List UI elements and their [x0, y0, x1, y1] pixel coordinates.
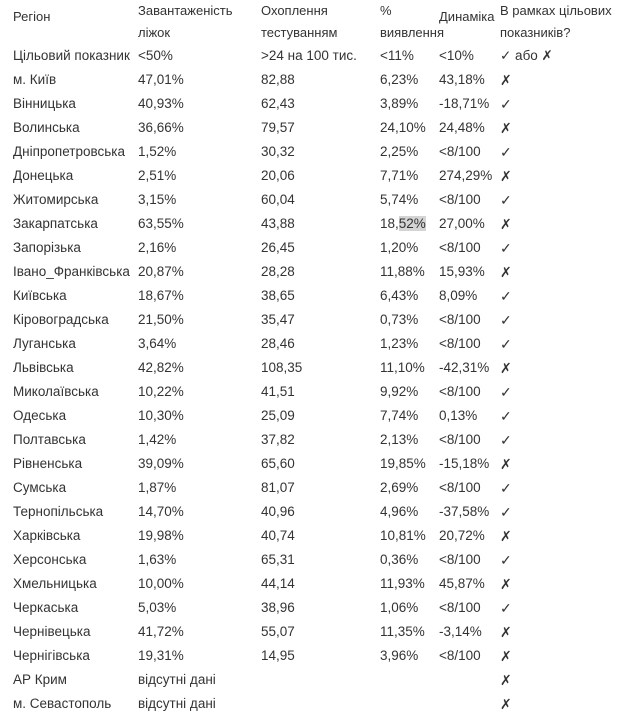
cell-testing: 40,74	[261, 528, 295, 543]
cell-within-mark: ✗	[500, 120, 512, 136]
table-row	[0, 548, 625, 572]
cell-within-mark: ✓	[500, 384, 512, 400]
cell-within-mark: ✓	[500, 336, 512, 352]
cell-region: м. Севастополь	[13, 696, 112, 711]
cell-dynamics: <8/100	[439, 336, 481, 351]
cell-region: Харківська	[13, 528, 81, 543]
cell-beds: 10,22%	[138, 384, 184, 399]
cell-within-mark: ✓	[500, 144, 512, 160]
cell-detection: 7,74%	[380, 408, 419, 423]
cell-region: Рівненська	[13, 456, 83, 471]
cell-region: Луганська	[13, 336, 76, 351]
cell-testing: 41,51	[261, 384, 295, 399]
cell-region: Сумська	[13, 480, 67, 495]
table-row	[0, 404, 625, 428]
cell-within-mark: ✓	[500, 480, 512, 496]
cell-testing: 38,65	[261, 288, 295, 303]
cell-within-mark: ✓	[500, 192, 512, 208]
cell-region: Миколаївська	[13, 384, 99, 399]
cell-dynamics: -42,31%	[439, 360, 490, 375]
cell-testing: 44,14	[261, 576, 295, 591]
cell-region: Закарпатська	[13, 216, 98, 231]
table-row	[0, 476, 625, 500]
cell-within-mark: ✗	[500, 672, 512, 688]
cell-within-mark: ✓	[500, 432, 512, 448]
cell-testing: 60,04	[261, 192, 295, 207]
cell-detection	[367, 212, 437, 236]
table-row	[0, 260, 625, 284]
cell-testing: 26,45	[261, 240, 295, 255]
cell-dynamics: 15,93%	[439, 264, 485, 279]
cell-within-mark: ✗	[500, 72, 512, 88]
cell-region: АР Крим	[13, 672, 67, 687]
cell-dynamics: 27,00%	[439, 216, 485, 231]
table-row	[0, 188, 625, 212]
table-row	[0, 356, 625, 380]
cell-beds: відсутні дані	[138, 672, 216, 687]
cell-detection: 1,06%	[380, 600, 419, 615]
cell-beds: 40,93%	[138, 96, 184, 111]
cell-region: Запорізька	[13, 240, 81, 255]
cell-detection: 0,36%	[380, 552, 419, 567]
table-row	[0, 68, 625, 92]
cell-detection: 7,71%	[380, 168, 419, 183]
header-within-targets: В рамках цільових показників?	[500, 3, 612, 40]
cell-testing: 65,31	[261, 552, 295, 567]
cell-within-mark: ✗	[500, 696, 512, 712]
cell-detection: 10,81%	[380, 528, 426, 543]
cell-within-mark: ✗	[500, 168, 512, 184]
cell-region: Чернігівська	[13, 648, 90, 663]
cell-dynamics: <8/100	[439, 432, 481, 447]
cell-within-mark: ✗	[500, 456, 512, 472]
cell-detection: 6,43%	[380, 288, 419, 303]
table-row	[0, 140, 625, 164]
cell-beds: 1,63%	[138, 552, 177, 567]
cell-beds: 14,70%	[138, 504, 184, 519]
table-row	[0, 572, 625, 596]
cell-within-mark: ✓	[500, 600, 512, 616]
cell-dynamics: 20,72%	[439, 528, 485, 543]
cell-beds: 3,64%	[138, 336, 177, 351]
cell-detection: 4,96%	[380, 504, 419, 519]
cell-within-mark: ✓	[500, 96, 512, 112]
cell-dynamics: 43,18%	[439, 72, 485, 87]
cell-beds: 21,50%	[138, 312, 184, 327]
target-row	[0, 44, 625, 68]
table-row	[0, 116, 625, 140]
cell-region: Тернопільська	[13, 504, 104, 519]
cell-detection: 5,74%	[380, 192, 419, 207]
cell-within-mark: ✓	[500, 288, 512, 304]
cell-dynamics: 0,13%	[439, 408, 478, 423]
cell-detection: 2,13%	[380, 432, 419, 447]
cell-region: Одеська	[13, 408, 67, 423]
cell-region: Черкаська	[13, 600, 79, 615]
cell-detection	[367, 668, 437, 692]
cell-testing: 108,35	[261, 360, 303, 375]
table-row	[0, 428, 625, 452]
cell-within-mark: ✓	[500, 408, 512, 424]
cell-testing: 62,43	[261, 96, 295, 111]
cell-dynamics: <8/100	[439, 384, 481, 399]
table-row	[0, 308, 625, 332]
cell-beds: 10,30%	[138, 408, 184, 423]
header-row	[0, 0, 625, 44]
table-row	[0, 332, 625, 356]
cell-within-mark: ✗	[500, 264, 512, 280]
cell-within-mark: ✗	[500, 360, 512, 376]
cell-beds: 2,51%	[138, 168, 177, 183]
cell-dynamics: <8/100	[439, 144, 481, 159]
cell-testing: 35,47	[261, 312, 295, 327]
cell-testing: 28,46	[261, 336, 295, 351]
cell-detection: 0,73%	[380, 312, 419, 327]
cell-region: Кіровоградська	[13, 312, 109, 327]
cell-detection: 2,69%	[380, 480, 419, 495]
cell-beds: 41,72%	[138, 624, 184, 639]
cell-region: Вінницька	[13, 96, 76, 111]
cell-within-mark: ✓	[500, 240, 512, 256]
cell-within-mark: ✓	[500, 312, 512, 328]
cell-dynamics: <8/100	[439, 240, 481, 255]
cell-region: Донецька	[13, 168, 74, 183]
header-testing: Охоплення тестуванням	[261, 3, 338, 40]
cell-dynamics: -3,14%	[439, 624, 482, 639]
cell-dynamics: -37,58%	[439, 504, 490, 519]
cell-detection: 24,10%	[380, 120, 426, 135]
table-row	[0, 452, 625, 476]
cell-detection: 3,96%	[380, 648, 419, 663]
cell-beds: 1,52%	[138, 144, 177, 159]
cell-testing: 82,88	[261, 72, 295, 87]
cell-region: Полтавська	[13, 432, 86, 447]
cell-testing	[248, 692, 367, 716]
cell-dynamics: <8/100	[439, 648, 481, 663]
cell-dynamics: 8,09%	[439, 288, 478, 303]
cell-beds: 36,66%	[138, 120, 184, 135]
cell-beds: 10,00%	[138, 576, 184, 591]
cell-dynamics: <8/100	[439, 552, 481, 567]
cell-testing: 81,07	[261, 480, 295, 495]
cell-region: Волинська	[13, 120, 80, 135]
target-detection: <11%	[380, 48, 414, 63]
cell-within-mark: ✗	[500, 528, 512, 544]
cell-beds: 47,01%	[138, 72, 184, 87]
cell-beds: 39,09%	[138, 456, 184, 471]
cell-region: Івано_Франківська	[13, 264, 130, 279]
cell-dynamics: -15,18%	[439, 456, 490, 471]
cell-testing: 79,57	[261, 120, 295, 135]
cell-dynamics	[437, 668, 499, 692]
cell-detection: 2,25%	[380, 144, 419, 159]
target-dynamics: <10%	[439, 48, 474, 63]
cell-detection: 19,85%	[380, 456, 426, 471]
cell-beds: 5,03%	[138, 600, 177, 615]
cell-beds: 18,67%	[138, 288, 184, 303]
selection-highlight: 52%	[398, 216, 426, 231]
detection-text: 18,	[380, 216, 399, 231]
cell-dynamics: <8/100	[439, 312, 481, 327]
cell-dynamics: 24,48%	[439, 120, 485, 135]
cell-region: м. Київ	[13, 72, 57, 87]
cell-dynamics: <8/100	[439, 600, 481, 615]
cell-detection: 11,88%	[380, 264, 425, 279]
cell-testing: 25,09	[261, 408, 295, 423]
cell-dynamics	[437, 692, 499, 716]
cell-within-mark: ✗	[500, 624, 512, 640]
table-row	[0, 596, 625, 620]
cell-region: Чернівецька	[13, 624, 91, 639]
cell-testing: 30,32	[261, 144, 295, 159]
cell-beds: 63,55%	[138, 216, 184, 231]
table-row	[0, 212, 625, 236]
cell-dynamics: 274,29%	[439, 168, 493, 183]
cell-testing: 65,60	[261, 456, 295, 471]
cell-region: Херсонська	[13, 552, 87, 567]
table-row	[0, 524, 625, 548]
cell-beds: 19,98%	[138, 528, 184, 543]
cell-detection: 11,35%	[380, 624, 425, 639]
cell-dynamics: -18,71%	[439, 96, 490, 111]
cell-region: Дніпропетровська	[13, 144, 126, 159]
target-region: Цільовий показник	[13, 48, 130, 63]
cell-detection: 11,93%	[380, 576, 425, 591]
cell-testing: 37,82	[261, 432, 295, 447]
cell-beds: 3,15%	[138, 192, 177, 207]
table-row	[0, 284, 625, 308]
table-row	[0, 92, 625, 116]
table-row	[0, 164, 625, 188]
cell-detection: 6,23%	[380, 72, 419, 87]
target-testing: >24 на 100 тис.	[261, 48, 357, 63]
cell-testing: 40,96	[261, 504, 295, 519]
header-dynamics: Динаміка	[439, 9, 495, 24]
cell-within-mark: ✗	[500, 648, 512, 664]
cell-beds: 19,31%	[138, 648, 184, 663]
cell-testing: 28,28	[261, 264, 295, 279]
cell-testing: 55,07	[261, 624, 295, 639]
cell-region: Львівська	[13, 360, 74, 375]
cell-region: Хмельницька	[13, 576, 97, 591]
cell-region: Київська	[13, 288, 67, 303]
cell-within-mark: ✗	[500, 576, 512, 592]
cell-testing	[248, 668, 367, 692]
header-beds: Завантаженість ліжок	[138, 3, 233, 40]
cell-beds: 42,82%	[138, 360, 184, 375]
header-region: Регіон	[13, 9, 51, 24]
cell-within-mark: ✓	[500, 552, 512, 568]
table-row	[0, 668, 625, 692]
header-detection: % виявлення	[380, 3, 445, 40]
cell-testing: 20,06	[261, 168, 295, 183]
cell-region: Житомирська	[13, 192, 99, 207]
table-row	[0, 620, 625, 644]
table-row	[0, 236, 625, 260]
target-within: ✓ або ✗	[500, 48, 553, 63]
cell-dynamics: 45,87%	[439, 576, 485, 591]
table-row	[0, 380, 625, 404]
cell-beds: 1,42%	[138, 432, 177, 447]
cell-within-mark: ✗	[500, 216, 512, 232]
cell-beds: 1,87%	[138, 480, 177, 495]
cell-detection: 1,20%	[380, 240, 419, 255]
cell-detection: 3,89%	[380, 96, 419, 111]
cell-beds: відсутні дані	[138, 696, 216, 711]
cell-testing: 38,96	[261, 600, 295, 615]
cell-detection: 9,92%	[380, 384, 419, 399]
target-beds: <50%	[138, 48, 173, 63]
cell-testing: 14,95	[261, 648, 295, 663]
cell-beds: 20,87%	[138, 264, 184, 279]
cell-detection	[367, 692, 437, 716]
cell-testing: 43,88	[261, 216, 295, 231]
table-row	[0, 500, 625, 524]
table-row	[0, 692, 625, 716]
cell-dynamics: <8/100	[439, 192, 481, 207]
cell-dynamics: <8/100	[439, 480, 481, 495]
cell-detection: 11,10%	[380, 360, 425, 375]
cell-beds: 2,16%	[138, 240, 177, 255]
table-row	[0, 644, 625, 668]
cell-within-mark: ✓	[500, 504, 512, 520]
cell-detection: 1,23%	[380, 336, 419, 351]
